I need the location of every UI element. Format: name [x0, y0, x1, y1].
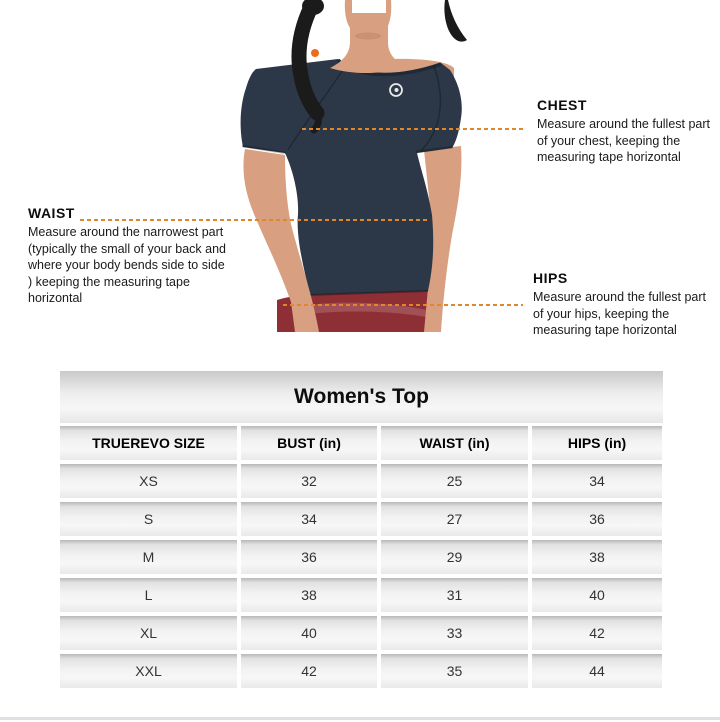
column-header-size: TRUEREVO SIZE — [60, 426, 237, 460]
size-row-s — [60, 502, 663, 536]
waist-cell: 31 — [381, 578, 528, 612]
hips-label: HIPS — [533, 270, 568, 286]
waist-annotation — [28, 205, 228, 307]
hips-cell: 38 — [532, 540, 662, 574]
bust-cell: 40 — [241, 616, 377, 650]
bust-cell: 38 — [241, 578, 377, 612]
size-cell: M — [60, 540, 237, 574]
waist-cell: 29 — [381, 540, 528, 574]
size-row-m — [60, 540, 663, 574]
hair-tie — [311, 49, 319, 57]
hips-cell: 40 — [532, 578, 662, 612]
bust-cell: 42 — [241, 654, 377, 688]
size-cell: S — [60, 502, 237, 536]
waist-cell: 35 — [381, 654, 528, 688]
bust-cell: 36 — [241, 540, 377, 574]
waist-cell: 25 — [381, 464, 528, 498]
column-header-waist: WAIST (in) — [381, 426, 528, 460]
size-row-xl — [60, 616, 663, 650]
size-chart-header-row — [60, 426, 663, 460]
model-photo — [225, 0, 475, 335]
waist-cell: 33 — [381, 616, 528, 650]
size-cell: XXL — [60, 654, 237, 688]
column-header-bust: BUST (in) — [241, 426, 377, 460]
chin-shadow — [355, 33, 381, 40]
hips-cell: 34 — [532, 464, 662, 498]
page-bottom-edge — [0, 717, 720, 720]
size-chart-table — [60, 371, 663, 688]
hips-annotation — [533, 270, 713, 339]
hips-description: Measure around the fullest part of your hips, keeping the measuring tape horizontal — [533, 290, 707, 337]
hips-cell: 42 — [532, 616, 662, 650]
size-cell: XL — [60, 616, 237, 650]
waist-cell: 27 — [381, 502, 528, 536]
size-chart-title: Women's Top — [60, 371, 663, 423]
size-row-l — [60, 578, 663, 612]
column-header-hips: HIPS (in) — [532, 426, 662, 460]
hair-braid — [299, 7, 317, 113]
chest-description: Measure around the fullest part of your chest, keeping the measuring tape horizontal — [537, 117, 711, 164]
brand-logo-dot — [395, 88, 399, 92]
waist-description: Measure around the narrowest part (typically the small of your back and where your body bends side to side ) keeping the measuring tape horizontal — [28, 225, 227, 305]
size-cell: L — [60, 578, 237, 612]
chest-annotation — [537, 97, 713, 166]
hips-cell: 44 — [532, 654, 662, 688]
bust-cell: 32 — [241, 464, 377, 498]
size-row-xs — [60, 464, 663, 498]
bust-cell: 34 — [241, 502, 377, 536]
face-crop-mask — [352, 0, 386, 13]
size-cell: XS — [60, 464, 237, 498]
waist-label: WAIST — [28, 205, 75, 221]
chest-label: CHEST — [537, 97, 587, 113]
hair-strand-right — [444, 0, 467, 42]
size-row-xxl — [60, 654, 663, 688]
hips-cell: 36 — [532, 502, 662, 536]
